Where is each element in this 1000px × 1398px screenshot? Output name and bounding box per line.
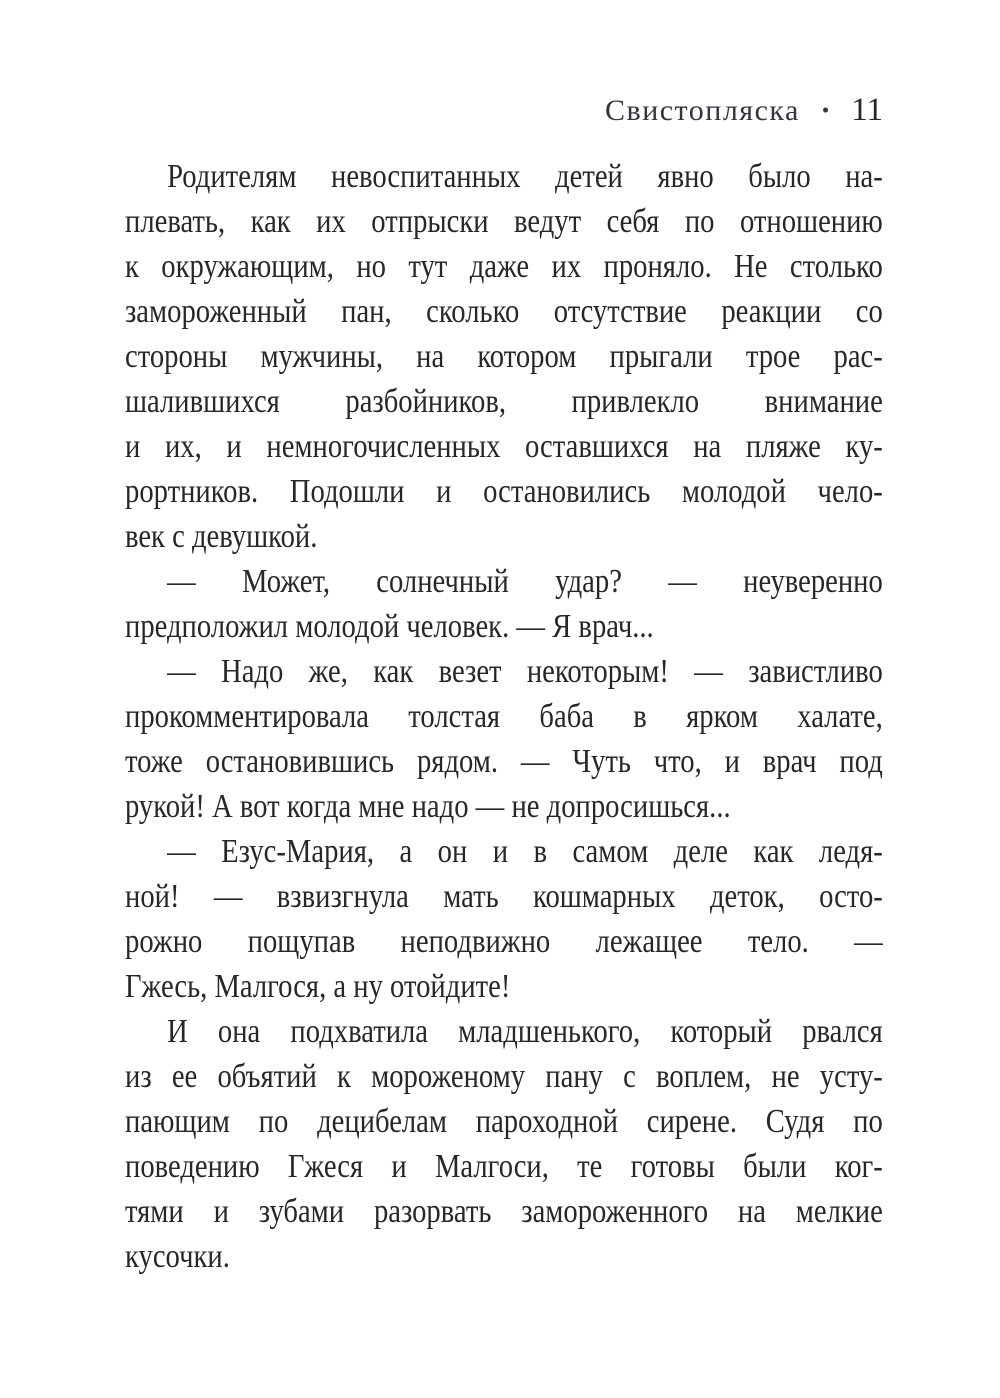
text-line: И она подхватила младшенького, который рвался <box>167 1013 883 1050</box>
running-head <box>0 92 883 129</box>
paragraph <box>125 649 883 829</box>
text-line: рортников. Подошли и остановились молодой чело- <box>125 473 883 510</box>
text-line: шалившихся разбойников, привлекло внимание <box>125 383 883 420</box>
text-line: замороженный пан, сколько отсутствие реакции со <box>125 293 883 330</box>
text-line: из ее объятий к мороженому пану с воплем, не усту- <box>125 1058 883 1095</box>
text-line: век с девушкой. <box>125 518 318 555</box>
text-line: — Езус-Мария, а он и в самом деле как ледя- <box>167 833 883 870</box>
page-number: 11 <box>851 92 883 128</box>
separator-dot: • <box>821 98 830 122</box>
paragraph <box>125 559 883 649</box>
text-line: рукой! А вот когда мне надо — не допросишься... <box>125 788 731 825</box>
text-line: — Надо же, как везет некоторым! — завистливо <box>167 653 883 690</box>
text-line: плевать, как их отпрыски ведут себя по отношению <box>125 203 883 240</box>
text-line: стороны мужчины, на котором прыгали трое рас- <box>125 338 883 375</box>
text-line: поведению Гжеся и Малгоси, те готовы были ког- <box>125 1148 883 1185</box>
text-line: тоже остановившись рядом. — Чуть что, и врач под <box>125 743 883 780</box>
text-line: тями и зубами разорвать замороженного на мелкие <box>125 1193 883 1230</box>
text-line: пающим по децибелам пароходной сирене. Судя по <box>125 1103 883 1140</box>
page-body <box>125 154 883 1279</box>
text-line: Родителям невоспитанных детей явно было на- <box>167 158 883 195</box>
paragraph <box>125 829 883 1009</box>
text-line: прокомментировала толстая баба в ярком халате, <box>125 698 883 735</box>
text-line: рожно пощупав неподвижно лежащее тело. — <box>125 923 883 960</box>
chapter-title: Свистопляска <box>605 94 800 127</box>
text-line: — Может, солнечный удар? — неуверенно <box>167 563 883 600</box>
text-line: к окружающим, но тут даже их проняло. Не столько <box>125 248 883 285</box>
text-line: и их, и немногочисленных оставшихся на пляже ку- <box>125 428 883 465</box>
text-line: ной! — взвизгнула мать кошмарных деток, осто- <box>125 878 883 915</box>
text-line: кусочки. <box>125 1238 230 1275</box>
paragraph <box>125 154 883 559</box>
text-line: Гжесь, Малгося, а ну отойдите! <box>125 968 511 1005</box>
text-line: предположил молодой человек. — Я врач... <box>125 608 654 645</box>
paragraph <box>125 1009 883 1279</box>
